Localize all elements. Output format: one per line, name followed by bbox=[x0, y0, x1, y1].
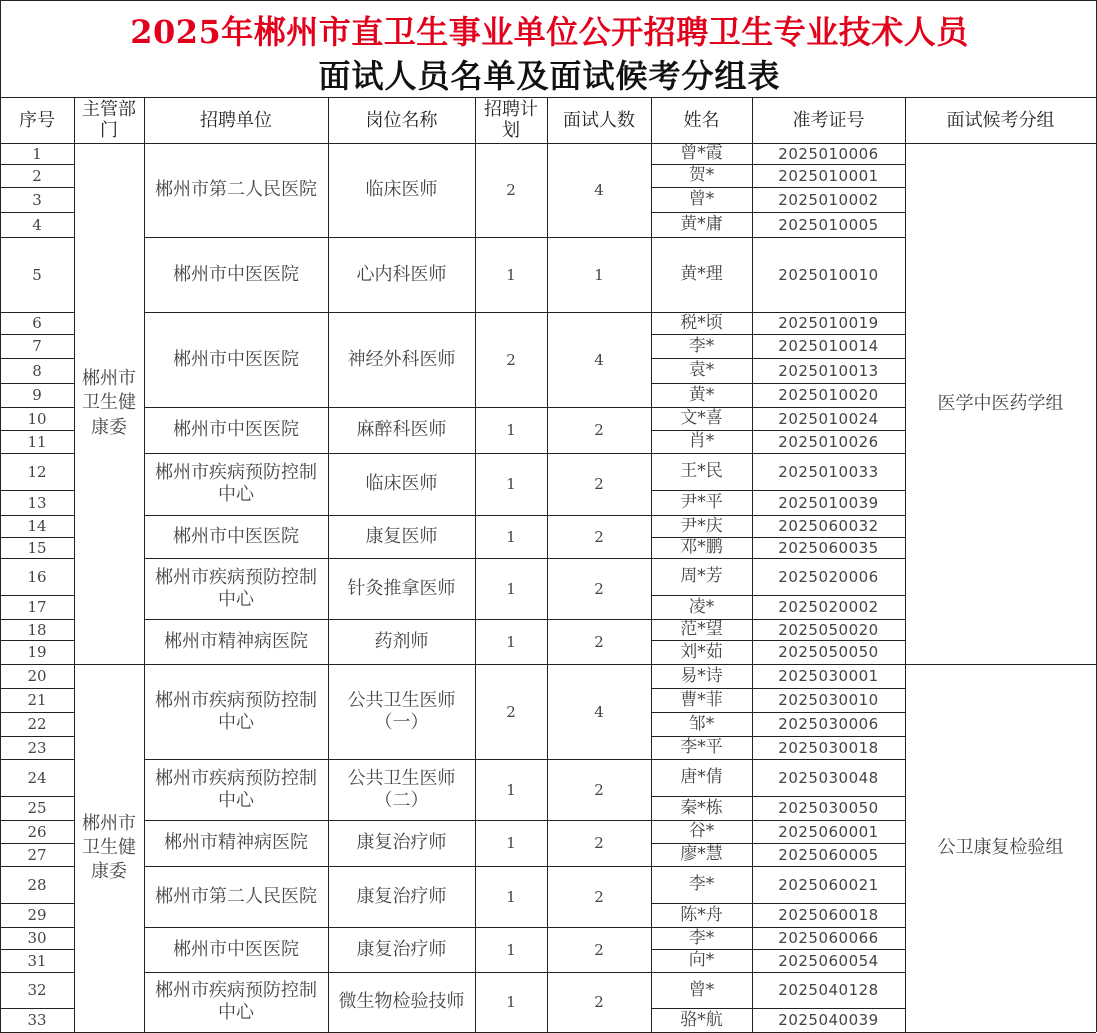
recruit-plan: 1 bbox=[506, 940, 516, 959]
interview-count: 2 bbox=[594, 579, 604, 598]
exam-number: 2025060066 bbox=[778, 929, 879, 947]
candidate-name: 凌* bbox=[688, 596, 715, 617]
exam-number: 2025010005 bbox=[778, 215, 879, 234]
header-dept: 主管部门 bbox=[82, 99, 136, 141]
interview-count: 4 bbox=[594, 702, 604, 721]
row-seq: 27 bbox=[27, 845, 47, 864]
recruit-plan: 1 bbox=[506, 475, 516, 493]
row-seq: 21 bbox=[27, 691, 47, 709]
recruit-plan: 1 bbox=[506, 887, 516, 906]
interview-count: 2 bbox=[594, 780, 604, 799]
recruiting-unit: 郴州市疾病预防控制中心 bbox=[155, 689, 317, 733]
interview-count: 2 bbox=[594, 421, 604, 439]
exam-number: 2025020002 bbox=[778, 598, 879, 616]
post-name: 心内科医师 bbox=[356, 263, 447, 285]
exam-number: 2025030006 bbox=[778, 715, 879, 733]
interview-count: 2 bbox=[594, 527, 604, 546]
post-name: 公共卫生医师（一） bbox=[347, 689, 456, 733]
recruit-plan: 1 bbox=[506, 527, 516, 546]
candidate-name: 谷* bbox=[688, 821, 715, 842]
interview-count: 2 bbox=[594, 940, 604, 959]
exam-number: 2025020006 bbox=[778, 567, 879, 586]
interview-count: 4 bbox=[594, 181, 604, 199]
recruiting-unit: 郴州市中医医院 bbox=[173, 938, 299, 960]
candidate-name: 向* bbox=[688, 950, 715, 971]
exam-number: 2025040128 bbox=[778, 981, 879, 999]
exam-number: 2025060018 bbox=[778, 906, 879, 924]
exam-number: 2025030010 bbox=[778, 691, 879, 709]
recruiting-unit: 郴州市疾病预防控制中心 bbox=[155, 462, 317, 505]
row-seq: 18 bbox=[27, 620, 47, 639]
candidate-name: 税*顷 bbox=[680, 312, 723, 333]
post-name: 康复治疗师 bbox=[356, 832, 447, 854]
row-seq: 10 bbox=[27, 409, 47, 428]
row-seq: 14 bbox=[27, 517, 47, 535]
post-name: 康复治疗师 bbox=[356, 885, 447, 907]
recruiting-unit: 郴州市第二人民医院 bbox=[155, 179, 317, 201]
exam-number: 2025050050 bbox=[778, 643, 879, 661]
exam-number: 2025010006 bbox=[778, 144, 879, 163]
supervising-department: 郴州市卫生健康委 bbox=[82, 812, 136, 883]
post-name: 临床医师 bbox=[365, 473, 438, 495]
header-post: 岗位名称 bbox=[365, 109, 438, 131]
recruiting-unit: 郴州市疾病预防控制中心 bbox=[155, 980, 317, 1023]
candidate-name: 尹*平 bbox=[680, 492, 723, 513]
row-seq: 28 bbox=[27, 875, 47, 894]
exam-number: 2025010002 bbox=[778, 190, 879, 209]
candidate-name: 贺* bbox=[688, 165, 715, 186]
exam-number: 2025060021 bbox=[778, 875, 879, 894]
page-subtitle: 面试人员名单及面试候考分组表 bbox=[318, 57, 781, 95]
exam-number: 2025060054 bbox=[778, 951, 879, 970]
candidate-name: 范*望 bbox=[680, 619, 723, 640]
recruit-plan: 1 bbox=[506, 265, 516, 284]
row-seq: 25 bbox=[27, 799, 47, 817]
row-seq: 2 bbox=[32, 166, 42, 185]
post-name: 康复医师 bbox=[365, 525, 438, 547]
row-seq: 19 bbox=[27, 643, 47, 661]
row-seq: 6 bbox=[32, 314, 42, 332]
candidate-name: 陈*舟 bbox=[680, 904, 723, 925]
row-seq: 8 bbox=[32, 361, 42, 380]
row-seq: 22 bbox=[27, 715, 47, 733]
header-plan: 招聘计划 bbox=[484, 99, 538, 141]
exam-number: 2025030050 bbox=[778, 799, 879, 817]
row-seq: 1 bbox=[32, 144, 42, 163]
interview-count: 2 bbox=[594, 887, 604, 906]
exam-number: 2025060035 bbox=[778, 538, 879, 557]
candidate-name: 黄*理 bbox=[680, 264, 723, 285]
candidate-name: 骆*航 bbox=[680, 1009, 723, 1030]
exam-number: 2025060032 bbox=[778, 517, 879, 535]
candidate-name: 唐*倩 bbox=[680, 767, 723, 788]
exam-number: 2025030001 bbox=[778, 667, 879, 685]
recruiting-unit: 郴州市疾病预防控制中心 bbox=[155, 566, 317, 610]
header-exam-no: 准考证号 bbox=[792, 109, 865, 131]
candidate-name: 李*平 bbox=[680, 737, 723, 758]
recruit-plan: 1 bbox=[506, 421, 516, 439]
row-seq: 29 bbox=[27, 906, 47, 924]
candidate-name: 廖*慧 bbox=[680, 844, 723, 865]
header-group: 面试候考分组 bbox=[946, 109, 1055, 131]
candidate-name: 曾*霞 bbox=[680, 143, 723, 164]
page-title: 2025年郴州市直卫生事业单位公开招聘卫生专业技术人员 bbox=[130, 13, 969, 51]
exam-number: 2025010020 bbox=[778, 386, 879, 404]
recruiting-unit: 郴州市疾病预防控制中心 bbox=[155, 767, 317, 811]
exam-number: 2025040039 bbox=[778, 1011, 879, 1029]
row-seq: 5 bbox=[32, 265, 42, 284]
header-unit: 招聘单位 bbox=[200, 109, 272, 131]
recruiting-unit: 郴州市精神病医院 bbox=[164, 630, 308, 652]
exam-number: 2025010024 bbox=[778, 409, 879, 428]
row-seq: 13 bbox=[27, 493, 47, 512]
interview-count: 1 bbox=[594, 265, 604, 284]
recruiting-unit: 郴州市中医医院 bbox=[173, 348, 299, 370]
exam-number: 2025010010 bbox=[778, 265, 879, 284]
header-count: 面试人数 bbox=[563, 109, 635, 131]
recruit-plan: 2 bbox=[506, 350, 516, 369]
interview-count: 2 bbox=[594, 993, 604, 1011]
post-name: 微生物检验技师 bbox=[338, 991, 465, 1013]
recruiting-unit: 郴州市中医医院 bbox=[173, 263, 299, 285]
exam-number: 2025010019 bbox=[778, 314, 879, 332]
row-seq: 7 bbox=[32, 337, 42, 355]
row-seq: 15 bbox=[27, 538, 47, 557]
row-seq: 30 bbox=[27, 929, 47, 947]
interview-count: 2 bbox=[594, 632, 604, 651]
candidate-name: 曾* bbox=[688, 189, 715, 210]
recruiting-unit: 郴州市中医医院 bbox=[173, 525, 299, 547]
post-name: 康复治疗师 bbox=[356, 938, 447, 960]
exam-number: 2025060001 bbox=[778, 822, 879, 841]
candidate-name: 黄* bbox=[688, 384, 715, 405]
post-name: 麻醉科医师 bbox=[356, 419, 447, 441]
candidate-name: 秦*栋 bbox=[680, 797, 723, 818]
header-seq: 序号 bbox=[19, 109, 55, 131]
recruit-plan: 1 bbox=[506, 993, 516, 1011]
exam-number: 2025010039 bbox=[778, 493, 879, 512]
exam-number: 2025010013 bbox=[778, 361, 879, 380]
post-name: 神经外科医师 bbox=[347, 348, 456, 370]
recruit-plan: 1 bbox=[506, 632, 516, 651]
recruit-plan: 2 bbox=[506, 181, 516, 199]
candidate-name: 肖* bbox=[688, 431, 715, 452]
row-seq: 3 bbox=[32, 190, 42, 209]
title-block bbox=[0, 0, 1097, 98]
candidate-name: 李* bbox=[688, 874, 715, 895]
candidate-name: 曾* bbox=[688, 979, 715, 1000]
post-name: 针灸推拿医师 bbox=[347, 577, 456, 599]
interview-group: 公卫康复检验组 bbox=[937, 837, 1064, 859]
candidate-name: 邹* bbox=[688, 713, 715, 734]
candidate-name: 黄*庸 bbox=[680, 214, 723, 235]
recruit-plan: 1 bbox=[506, 780, 516, 799]
header-name: 姓名 bbox=[683, 109, 720, 131]
recruiting-unit: 郴州市第二人民医院 bbox=[155, 885, 317, 907]
exam-number: 2025010014 bbox=[778, 337, 879, 355]
row-seq: 24 bbox=[27, 768, 47, 787]
row-seq: 12 bbox=[27, 462, 47, 481]
candidate-name: 邓*鹏 bbox=[680, 537, 723, 558]
exam-number: 2025050020 bbox=[778, 620, 879, 639]
recruit-plan: 1 bbox=[506, 579, 516, 598]
exam-number: 2025010026 bbox=[778, 432, 879, 451]
row-seq: 4 bbox=[32, 215, 42, 234]
supervising-department: 郴州市卫生健康委 bbox=[82, 368, 136, 438]
interview-count: 2 bbox=[594, 475, 604, 493]
row-seq: 16 bbox=[27, 567, 47, 586]
row-seq: 31 bbox=[27, 951, 47, 970]
candidate-name: 文*喜 bbox=[680, 408, 723, 429]
candidate-name: 袁* bbox=[688, 360, 715, 381]
row-seq: 26 bbox=[27, 822, 47, 841]
exam-number: 2025010033 bbox=[778, 462, 879, 481]
candidate-name: 王*民 bbox=[680, 461, 723, 482]
interview-count: 4 bbox=[594, 350, 604, 369]
row-seq: 32 bbox=[27, 981, 47, 999]
recruiting-unit: 郴州市精神病医院 bbox=[164, 832, 308, 854]
exam-number: 2025030048 bbox=[778, 768, 879, 787]
recruit-plan: 1 bbox=[506, 834, 516, 852]
interview-count: 2 bbox=[594, 834, 604, 852]
candidate-name: 李* bbox=[688, 927, 715, 948]
recruit-plan: 2 bbox=[506, 702, 516, 721]
candidate-name: 刘*茹 bbox=[680, 641, 723, 662]
row-seq: 20 bbox=[27, 667, 47, 685]
candidate-name: 李* bbox=[688, 335, 715, 356]
recruiting-unit: 郴州市中医医院 bbox=[173, 419, 299, 441]
row-seq: 17 bbox=[27, 598, 47, 616]
row-seq: 23 bbox=[27, 738, 47, 757]
row-seq: 33 bbox=[27, 1011, 47, 1029]
row-seq: 11 bbox=[27, 432, 47, 451]
exam-number: 2025030018 bbox=[778, 738, 879, 757]
post-name: 临床医师 bbox=[365, 179, 438, 201]
exam-number: 2025010001 bbox=[778, 166, 879, 185]
candidate-name: 曹*菲 bbox=[680, 689, 723, 710]
interview-group: 医学中医药学组 bbox=[937, 392, 1064, 414]
row-seq: 9 bbox=[32, 386, 42, 404]
post-name: 公共卫生医师（二） bbox=[347, 767, 456, 811]
candidate-name: 易*诗 bbox=[680, 665, 723, 686]
candidate-name: 周*芳 bbox=[680, 566, 723, 587]
exam-number: 2025060005 bbox=[778, 845, 879, 864]
post-name: 药剂师 bbox=[374, 630, 429, 652]
candidate-name: 尹*庆 bbox=[680, 515, 723, 536]
